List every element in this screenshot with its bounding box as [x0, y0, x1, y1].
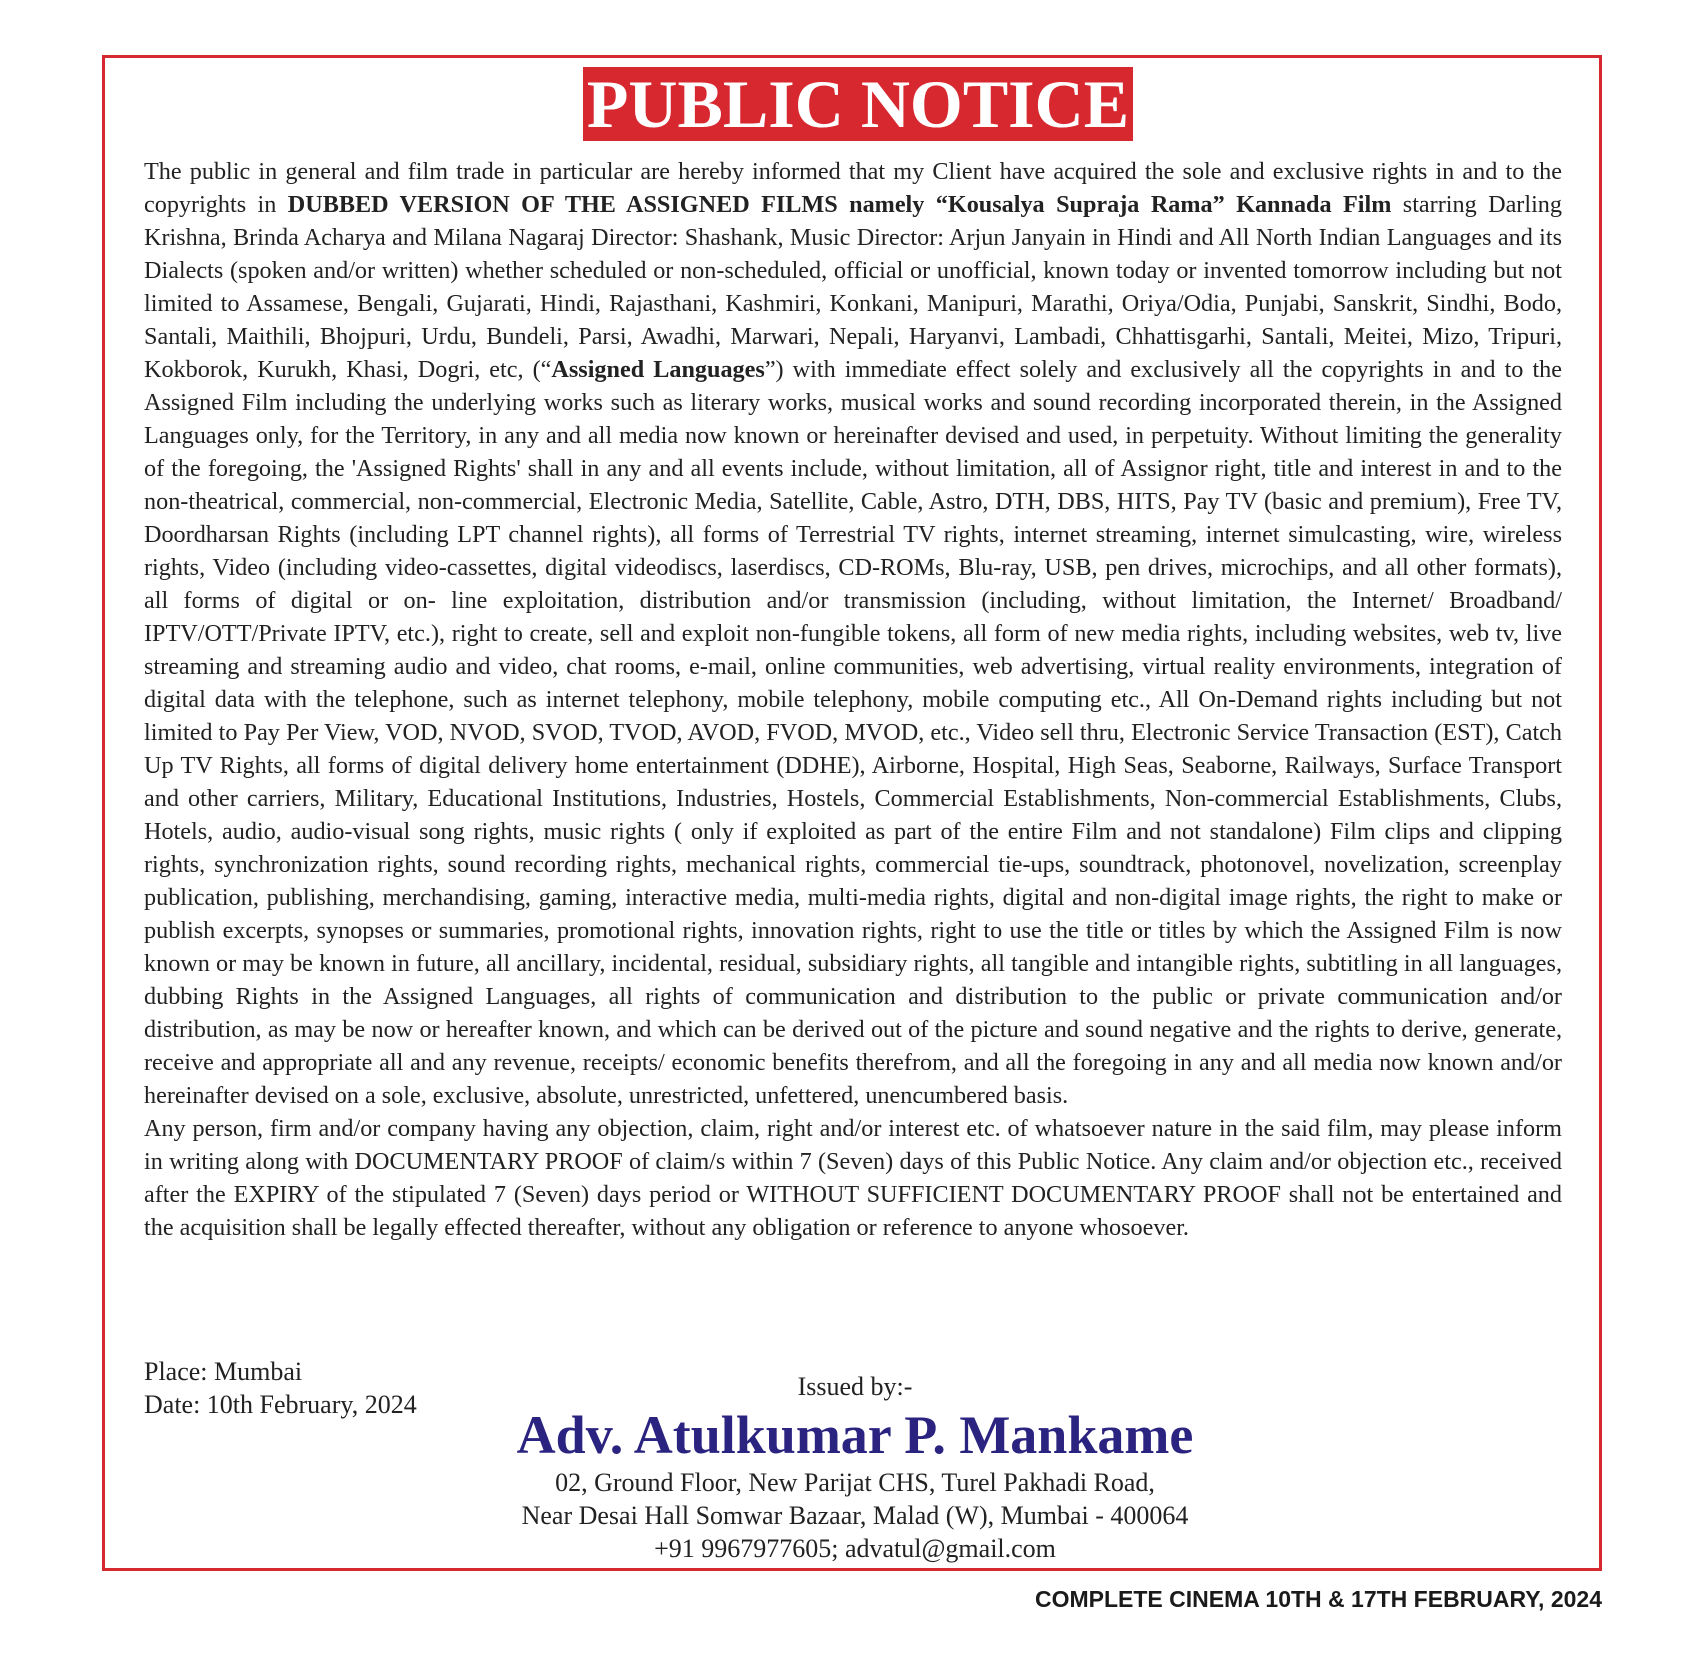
publication-footer: COMPLETE CINEMA 10TH & 17TH FEBRUARY, 2024 — [1034, 1586, 1602, 1612]
rights-paragraph — [144, 155, 1562, 1112]
paragraph-middle: starring Darling Krishna, Brinda Acharya and Milana Nagaraj Director: Shashank, Music Director: Arjun Janyain in Hindi and All North Indian Languages and its Dialects (spoken and/or written) whether scheduled or non-scheduled, official or unofficial, known today or invented tomorrow including but not limited to Assamese, Bengali, Gujarati, Hindi, Rajasthani, Kashmiri, Konkani, Manipuri, Marathi, Oriya/Odia, Punjabi, Sanskrit, Sindhi, Bodo, Santali, Maithili, Bhojpuri, Urdu, Bundeli, Parsi, Awadhi, Marwari, Nepali, Haryanvi, Lambadi, Chhattisgarhi, Santali, Meitei, Mizo, Tripuri, Kokborok, Kurukh, Khasi, Dogri, etc, (“ — [144, 191, 1562, 383]
issuer-contact: +91 9967977605; advatul@gmail.com — [654, 1534, 1056, 1563]
assigned-languages-term: Assigned Languages — [551, 356, 765, 383]
place-date-block — [144, 1355, 417, 1421]
place: Place: Mumbai — [144, 1357, 303, 1386]
issuer-address-line-1: 02, Ground Floor, New Parijat CHS, Turel Pakhadi Road, — [555, 1468, 1155, 1497]
objection-paragraph: Any person, firm and/or company having any objection, claim, right and/or interest etc. of whatsoever nature in the said film, may please inform in writing along with DOCUMENTARY PROOF of claim/s within 7 (Seven) days of this Public Notice. Any claim and/or objection etc., received after the EXPIRY of the stipulated 7 (Seven) days period or WITHOUT SUFFICIENT DOCUMENTARY PROOF shall not be entertained and the acquisition shall be legally effected thereafter, without any obligation or reference to anyone whosoever. — [144, 1115, 1562, 1241]
date: Date: 10th February, 2024 — [144, 1390, 417, 1419]
issuer-block — [430, 1372, 1280, 1565]
issuer-address-line-2: Near Desai Hall Somwar Bazaar, Malad (W), Mumbai - 400064 — [521, 1501, 1189, 1530]
paragraph-lead: The public in general and film trade in particular are hereby informed that my Client have acquired the sole and exclusive rights in and to the copyrights in — [144, 158, 1562, 218]
page-title: PUBLIC NOTICE — [586, 66, 1130, 142]
title-banner — [583, 67, 1133, 141]
issued-by-label: Issued by:- — [797, 1372, 913, 1401]
film-name: DUBBED VERSION OF THE ASSIGNED FILMS namely “Kousalya Supraja Rama” Kannada Film — [287, 191, 1392, 218]
paragraph-rest: ”) with immediate effect solely and exclusively all the copyrights in and to the Assigned Film including the underlying works such as literary works, musical works and sound recording incorporated therein, in the Assigned Languages only, for the Territory, in any and all media now known or hereinafter devised and used, in perpetuity. Without limiting the generality of the foregoing, the 'Assigned Rights' shall in any and all events include, without limitation, all of Assignor right, title and interest in and to the non-theatrical, commercial, non-commercial, Electronic Media, Satellite, Cable, Astro, DTH, DBS, HITS, Pay TV (basic and premium), Free TV, Doordharsan Rights (including LPT channel rights), all forms of Terrestrial TV rights, internet streaming, internet simulcasting, wire, wireless rights, Video (including video-cassettes, digital videodiscs, laserdiscs, CD-ROMs, Blu-ray, USB, pen drives, microchips, and all other formats), all forms of digital or on- line exploitation, distribution and/or transmission (including, without limitation, the Internet/ Broadband/ IPTV/OTT/Private IPTV, etc.), right to create, sell and exploit non-fungible tokens, all form of new media rights, including websites, web tv, live streaming and streaming audio and video, chat rooms, e-mail, online communities, web advertising, virtual reality environments, integration of digital data with the telephone, such as internet telephony, mobile telephony, mobile computing etc., All On-Demand rights including but not limited to Pay Per View, VOD, NVOD, SVOD, TVOD, AVOD, FVOD, MVOD, etc., Video sell thru, Electronic Service Transaction (EST), Catch Up TV Rights, all forms of digital delivery home entertainment (DDHE), Airborne, Hospital, High Seas, Seaborne, Railways, Surface Transport and other carriers, Military, Educational Institutions, Industries, Hostels, Commercial Establishments, Non-commercial Establishments, Clubs, Hotels, audio, audio-visual song rights, music rights ( only if exploited as part of the entire Film and not standalone) Film clips and clipping rights, synchronization rights, sound recording rights, mechanical rights, commercial tie-ups, soundtrack, photonovel, novelization, screenplay publication, publishing, merchandising, gaming, interactive media, multi-media rights, digital and non-digital image rights, the right to make or publish excerpts, synopses or summaries, promotional rights, innovation rights, right to use the title or titles by which the Assigned Film is now known or may be known in future, all ancillary, incidental, residual, subsidiary rights, all tangible and intangible rights, subtitling in all languages, dubbing Rights in the Assigned Languages, all rights of communication and distribution to the public or private communication and/or distribution, as may be now or hereafter known, and which can be derived out of the picture and sound negative and the rights to derive, generate, receive and appropriate all and any revenue, receipts/ economic benefits therefrom, and all the foregoing in any and all media now known and/or hereinafter devised on a sole, exclusive, absolute, unrestricted, unfettered, unencumbered basis. — [144, 356, 1563, 1109]
issuer-name: Adv. Atulkumar P. Mankame — [516, 1405, 1194, 1465]
notice-body — [144, 155, 1562, 1244]
